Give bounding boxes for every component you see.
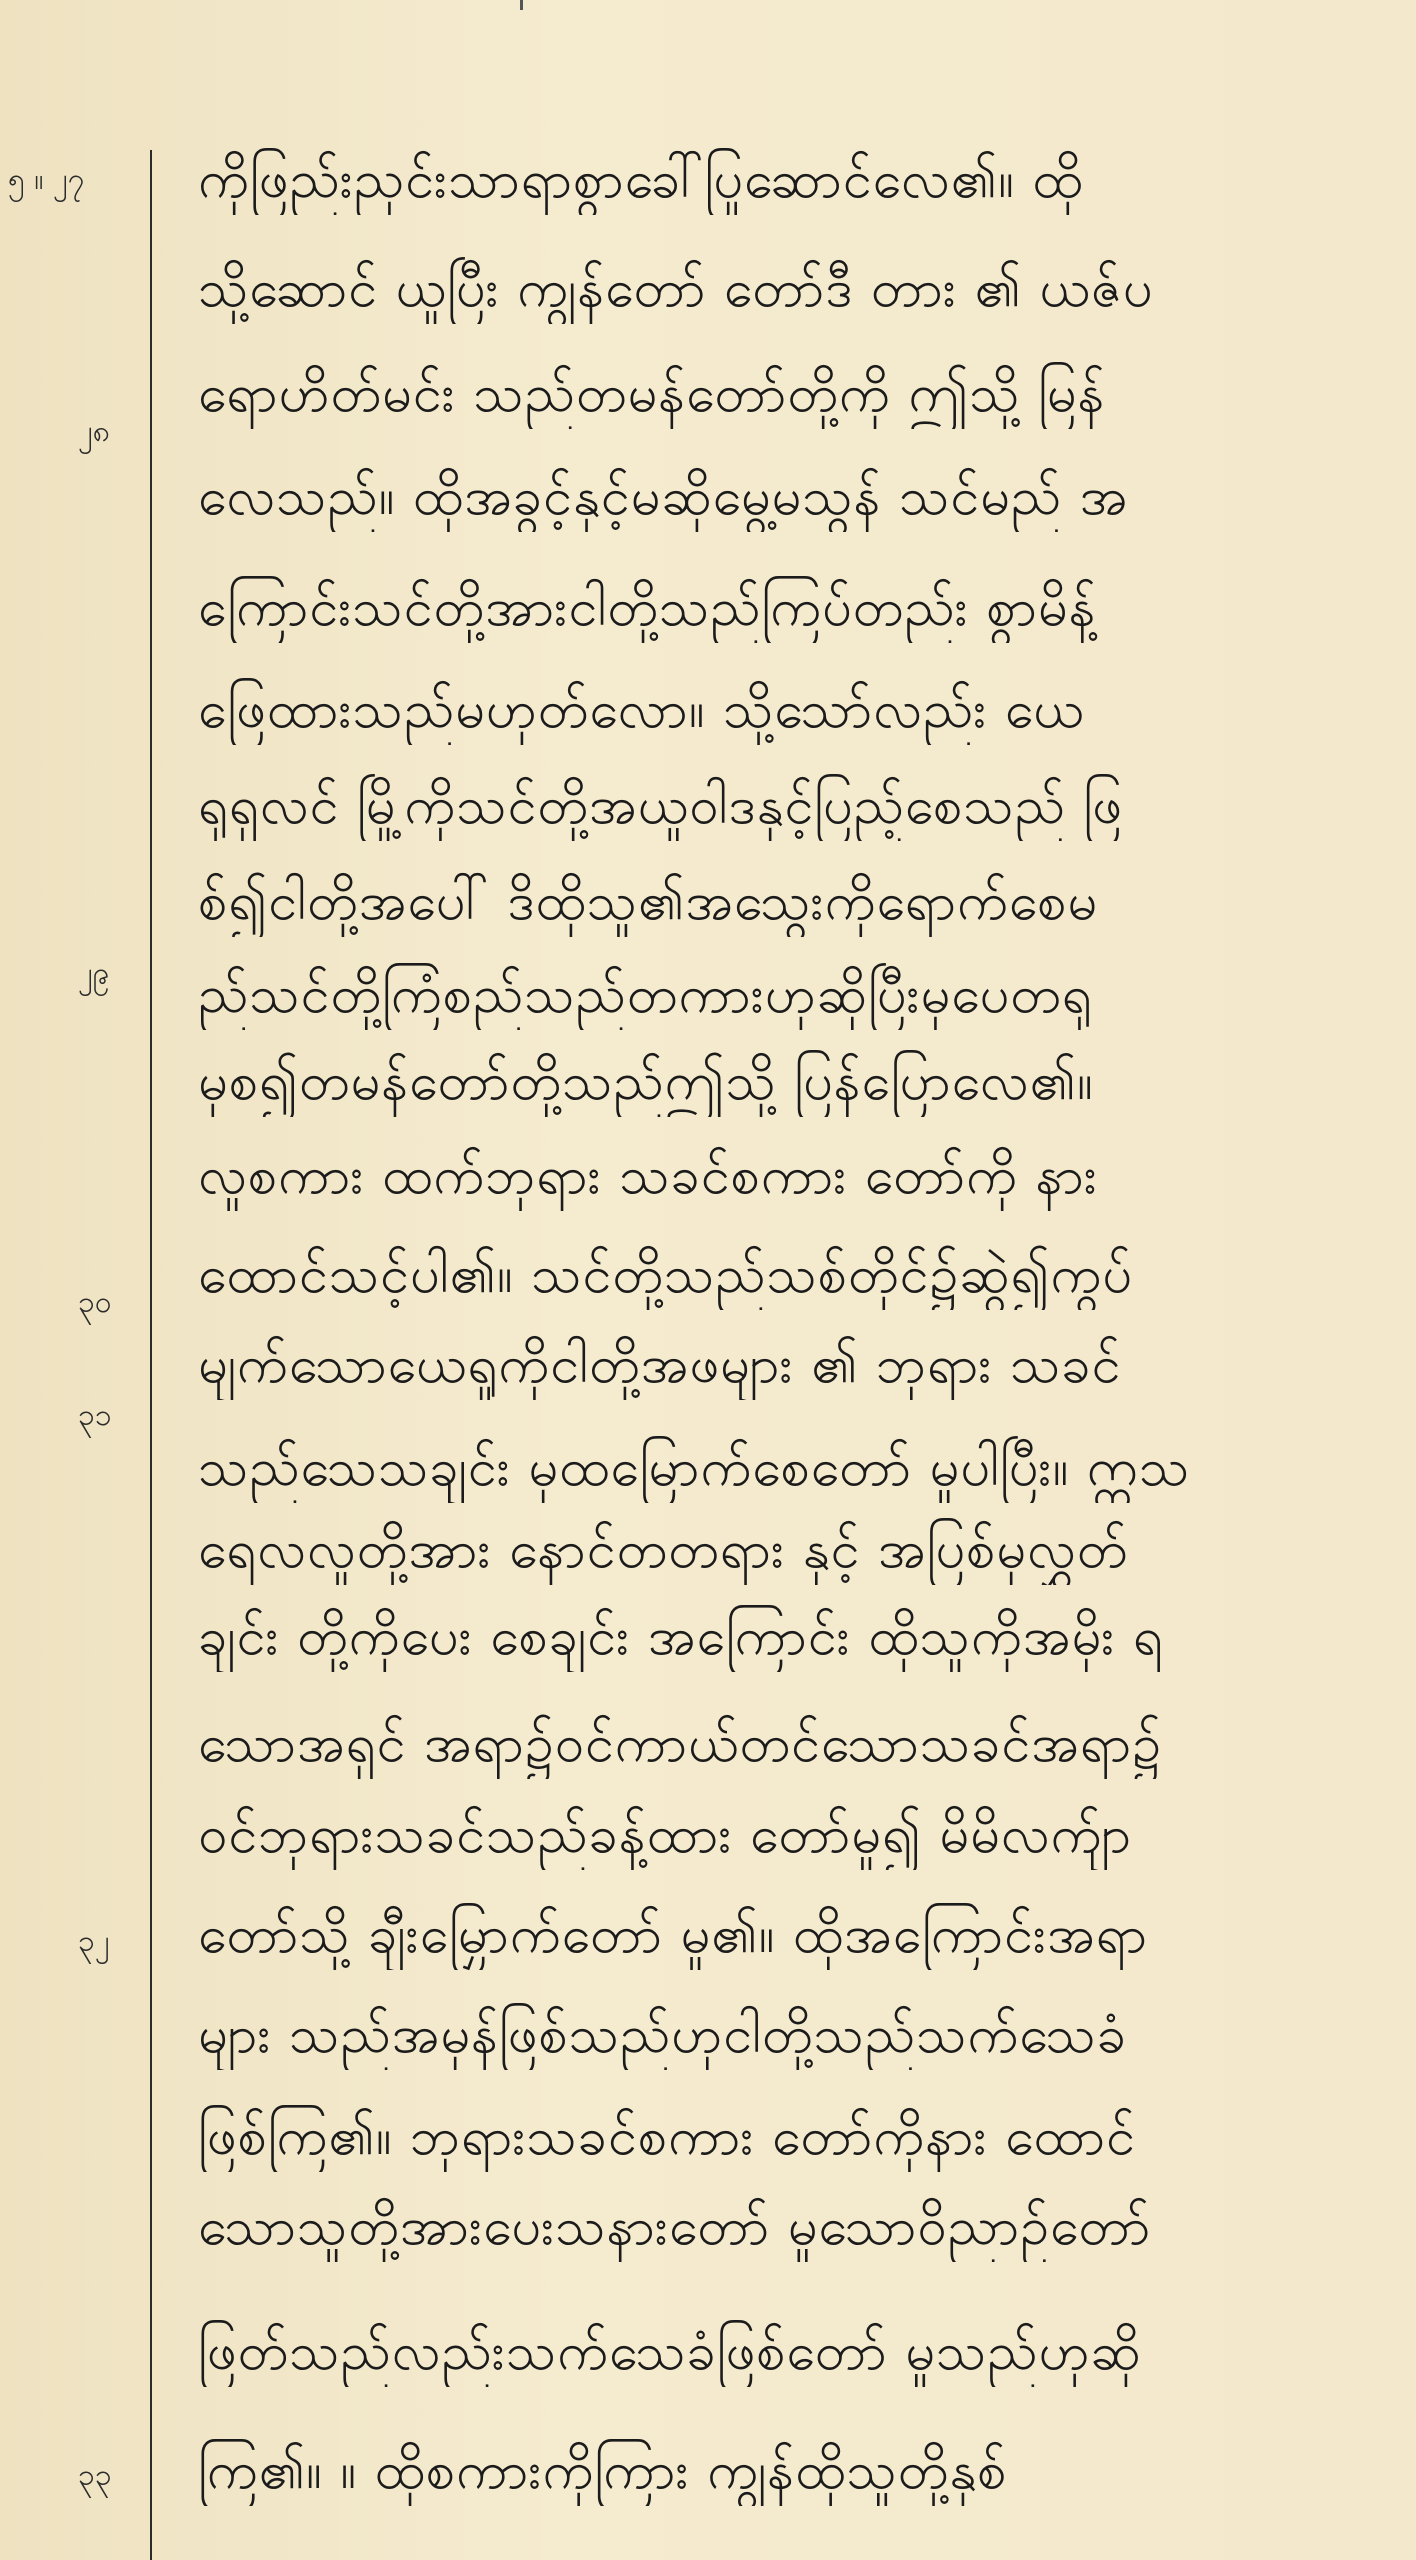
text-line: ဖြေထားသည်မဟုတ်လော။ သို့သော်လည်း ယေ (198, 680, 1085, 740)
text-line: လေသည်။ ထိုအခွင့်နှင့်မဆိုမွေ့မသွန် သင်မည် အ (198, 467, 1129, 527)
text-line: ရုရှလင် မြို့ကိုသင်တို့အယူဝါဒနှင့်ပြည့်စေသည် ဖြ (198, 776, 1123, 836)
text-line: ဖြစ်ကြ၏။ ဘုရားသခင်စကား တော်ကိုနား ထောင် (198, 2107, 1136, 2167)
text-line: သည်သေသချင်း မှထမြောက်စေတော် မူပါပြီး။ ဣသ (198, 1438, 1191, 1498)
print-mark (520, 0, 523, 10)
text-line: ကိုဖြည်းညှင်းသာရာစွာခေါ်ပြုဆောင်လေ၏။ ထို (198, 150, 1084, 210)
text-line: သောသူတို့အားပေးသနားတော် မူသောဝိညာဉ်တော် (198, 2197, 1152, 2257)
text-line: ချင်း တို့ကိုပေး စေချင်း အကြောင်း ထိုသူကိုအမိုး ရ (198, 1607, 1164, 1667)
text-line: များ သည်အမှန်ဖြစ်သည်ဟုငါတို့သည်သက်သေခံ (198, 2005, 1127, 2065)
verse-reference: ၃၁ (78, 1398, 112, 1433)
text-line: မျက်သောယေရှုကိုငါတို့အဖများ ၏ ဘုရား သခင် (198, 1335, 1122, 1395)
verse-reference: ၃၀ (78, 1285, 112, 1320)
text-line: ည်သင်တို့ကြံစည်သည်တကားဟုဆိုပြီးမှပေတရု (198, 965, 1093, 1025)
text-line: ရေလလူတို့အား နောင်တတရား နှင့် အပြစ်မှလွှတ် (198, 1520, 1129, 1580)
text-line: ရောဟိတ်မင်း သည်တမန်တော်တို့ကို ဤသို့ မြန် (198, 364, 1106, 424)
text-line: သို့ဆောင် ယူပြီး ကျွန်တော် တော်ဒီ တား ၏ ယဇ်ပ (198, 259, 1154, 319)
text-line: ဝင်ဘုရားသခင်သည်ခန့်ထား တော်မူ၍ မိမိလက်ျာ (198, 1805, 1133, 1865)
verse-reference: ၃၃ (78, 2458, 112, 2493)
text-line: စ်၍ငါတို့အပေါ် ဒိထိုသူ၏အသွေးကိုရောက်စေမ (198, 872, 1099, 932)
text-line: ကြ၏။ ။ ထိုစကားကိုကြား ကျွန်ထိုသူတို့နှစ် (198, 2441, 1008, 2501)
text-line: လူစကား ထက်ဘုရား သခင်စကား တော်ကို နား (198, 1146, 1098, 1206)
verse-reference: ၂၉ (78, 956, 110, 991)
margin-rule (150, 150, 152, 2560)
verse-reference: ၅ ။ ၂၇ (8, 162, 85, 197)
verse-reference: ၃၂ (78, 1924, 110, 1959)
text-line: ကြောင်းသင်တို့အားငါတို့သည်ကြပ်တည်း စွာမိန့် (198, 578, 1097, 638)
text-line: မှစ၍တမန်တော်တို့သည်ဤသို့ ပြန်ပြောလေ၏။ (198, 1052, 1094, 1112)
text-line: သောအရှင် အရာ၌ဝင်ကာယ်တင်သောသခင်အရာ၌ (198, 1714, 1162, 1774)
text-line: ဖြတ်သည်လည်းသက်သေခံဖြစ်တော် မူသည်ဟုဆို (198, 2322, 1142, 2382)
text-line: တော်သို့ ချီးမြှောက်တော် မူ၏။ ထိုအကြောင်းအရာ (198, 1905, 1149, 1965)
text-line: ထောင်သင့်ပါ၏။ သင်တို့သည်သစ်တိုင်၌ဆွဲ၍ကွပ် (198, 1245, 1133, 1305)
verse-reference: ၂၈ (78, 414, 110, 449)
